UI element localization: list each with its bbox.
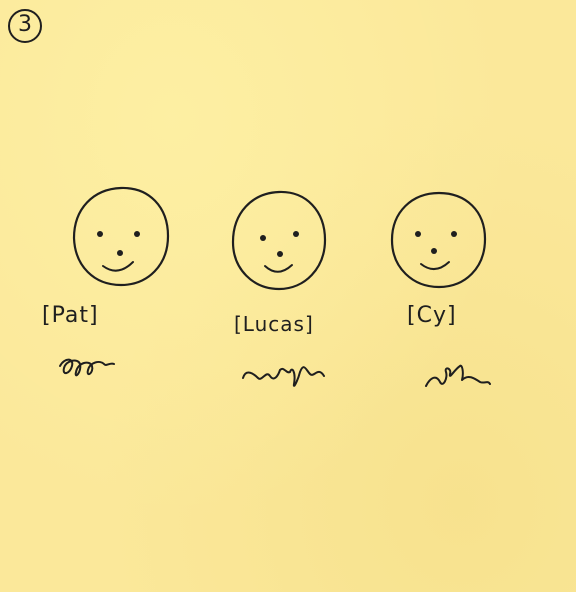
smiley-face-lucas — [233, 192, 325, 289]
nose — [277, 251, 283, 257]
signature-pat — [60, 360, 114, 376]
smiley-face-cy — [392, 193, 485, 287]
smile — [421, 262, 449, 269]
signature-cy — [426, 366, 490, 386]
left-eye — [415, 231, 421, 237]
nose — [431, 248, 437, 254]
face-outline — [233, 192, 325, 289]
left-eye — [97, 231, 103, 237]
face-outline — [392, 193, 485, 287]
step-number: 3 — [18, 12, 32, 37]
nose — [117, 250, 123, 256]
smile — [103, 262, 133, 271]
right-eye — [293, 231, 299, 237]
smiley-face-pat — [74, 188, 168, 285]
right-eye — [134, 231, 140, 237]
name-label-pat: [Pat] — [42, 303, 99, 328]
name-label-lucas: [Lucas] — [234, 312, 314, 336]
smile — [265, 265, 292, 272]
name-label-cy: [Cy] — [407, 303, 457, 328]
left-eye — [260, 235, 266, 241]
signature-lucas — [243, 367, 324, 386]
right-eye — [451, 231, 457, 237]
